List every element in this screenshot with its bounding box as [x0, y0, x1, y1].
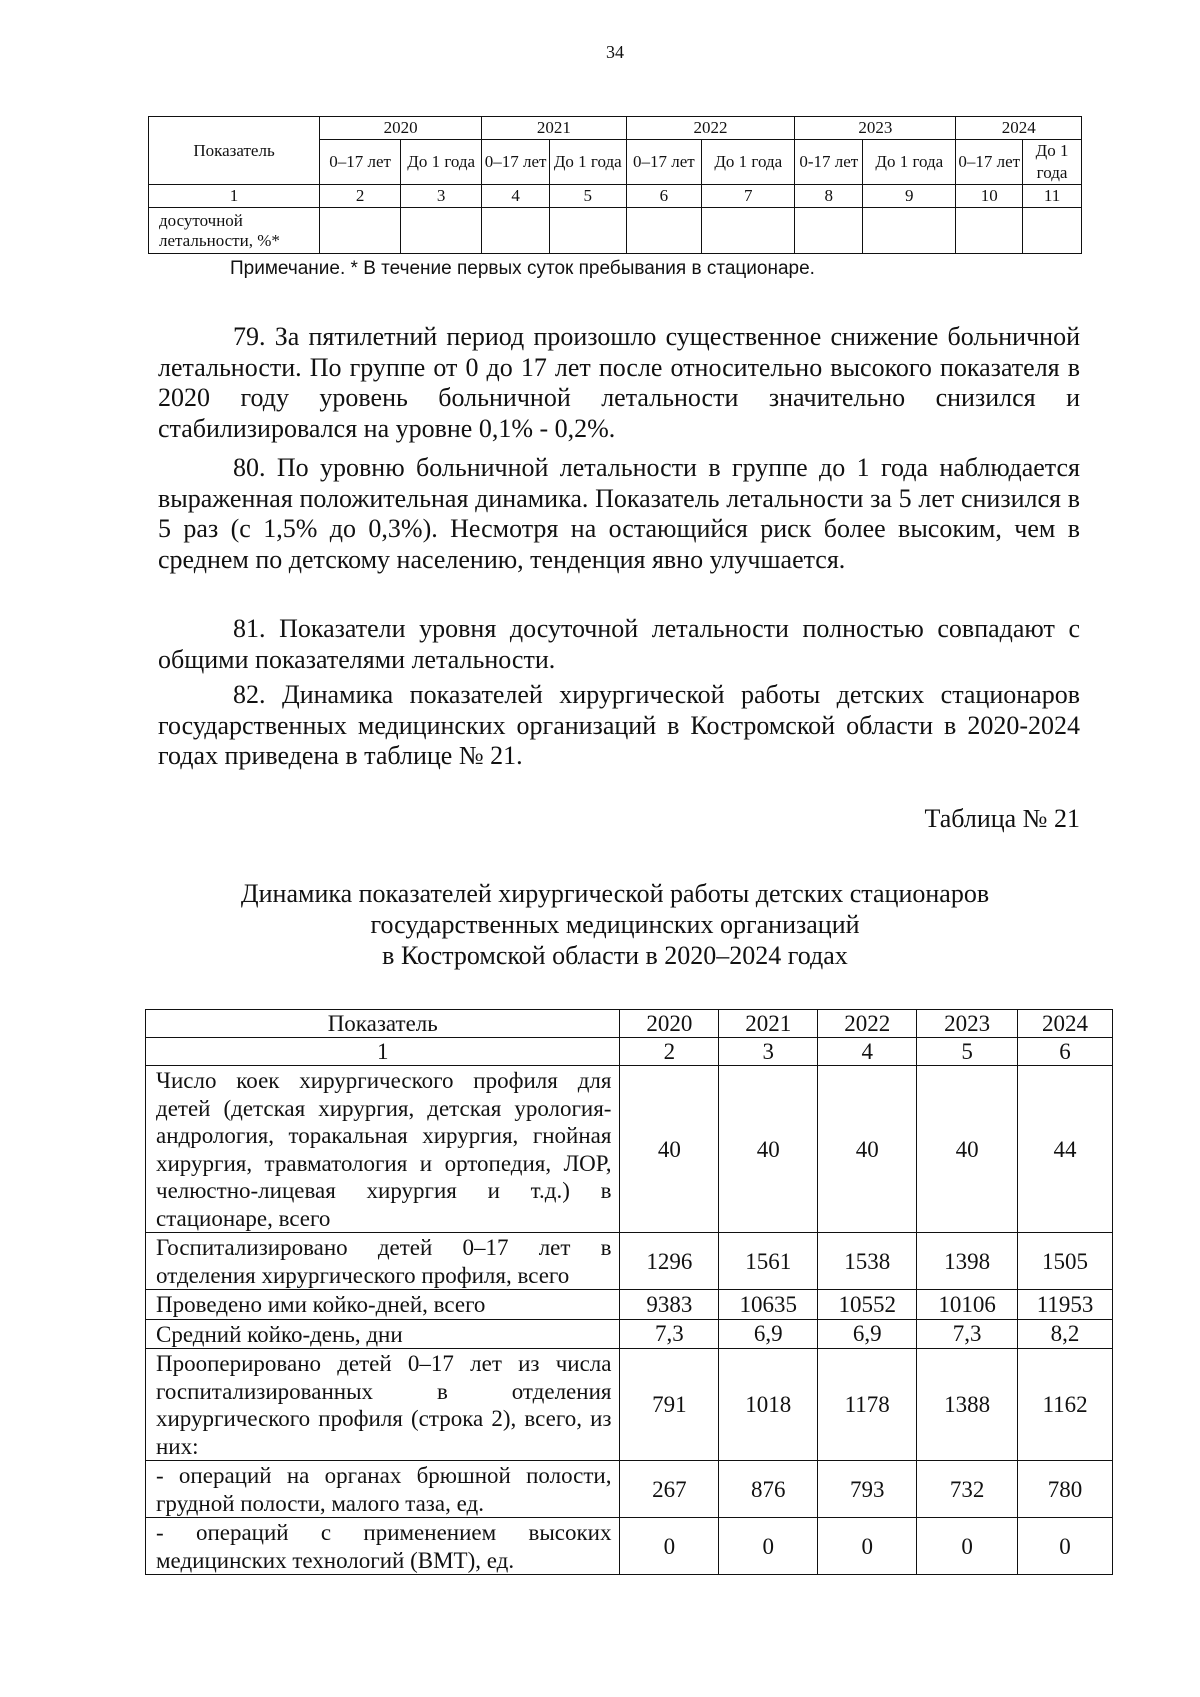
year-header: 2024 — [1018, 1010, 1113, 1038]
table-cell: 1388 — [917, 1349, 1018, 1461]
row-label: Средний койко-день, дни — [146, 1319, 620, 1349]
table-cell — [626, 208, 702, 254]
age-header: До 1 года — [702, 140, 795, 185]
table-cell — [956, 208, 1023, 254]
age-header: До 1 года — [863, 140, 956, 185]
table-cell — [549, 208, 626, 254]
column-number: 11 — [1023, 185, 1082, 208]
indicator-header: Показатель — [149, 117, 320, 185]
age-header: До 1 года — [1023, 140, 1082, 185]
year-header: 2023 — [917, 1010, 1018, 1038]
column-number: 3 — [719, 1038, 818, 1066]
table-cell: 9383 — [620, 1290, 719, 1320]
table-cell — [795, 208, 863, 254]
row-label: Число коек хирургического профиля для детей (детская хирургия, детская урология-андрология, торакальная хирургия, гнойная хирургия, травматология и ортопедия, ЛОР, челюстно-лицевая хирургия и т.д.) в стационаре, всего — [146, 1066, 620, 1233]
table-cell: 1162 — [1018, 1349, 1113, 1461]
table-cell: 7,3 — [620, 1319, 719, 1349]
row-label: - операций на органах брюшной полости, грудной полости, малого таза, ед. — [146, 1461, 620, 1518]
age-header: До 1 года — [401, 140, 482, 185]
table-row — [146, 1233, 1113, 1290]
age-header: До 1 года — [549, 140, 626, 185]
table-cell — [401, 208, 482, 254]
column-number: 5 — [549, 185, 626, 208]
row-label: - операций с применением высоких медицинских технологий (ВМТ), ед. — [146, 1518, 620, 1575]
table-cell: 780 — [1018, 1461, 1113, 1518]
paragraph: 79. За пятилетний период произошло существенное снижение больничной летальности. По группе от 0 до 17 лет после относительно высокого показателя в 2020 году уровень больничной летальности значительно снизился и стабилизировался на уровне 0,1% - 0,2%. — [158, 322, 1080, 443]
table-cell: 10106 — [917, 1290, 1018, 1320]
table-cell — [1023, 208, 1082, 254]
table-title-line: в Костромской области в 2020–2024 годах — [382, 941, 848, 970]
column-number: 3 — [401, 185, 482, 208]
table-cell: 6,9 — [719, 1319, 818, 1349]
table-cell — [863, 208, 956, 254]
table-cell: 1505 — [1018, 1233, 1113, 1290]
column-number: 10 — [956, 185, 1023, 208]
row-label: Прооперировано детей 0–17 лет из числа госпитализированных в отделения хирургического профиля (строка 2), всего, из них: — [146, 1349, 620, 1461]
year-header: 2021 — [719, 1010, 818, 1038]
table-cell: 7,3 — [917, 1319, 1018, 1349]
column-number: 6 — [1018, 1038, 1113, 1066]
table-title — [0, 878, 1200, 971]
table-cell: 11953 — [1018, 1290, 1113, 1320]
table-cell: 10635 — [719, 1290, 818, 1320]
row-label: Проведено ими койко-дней, всего — [146, 1290, 620, 1320]
year-header: 2020 — [320, 117, 482, 140]
column-number: 1 — [146, 1038, 620, 1066]
column-number: 6 — [626, 185, 702, 208]
age-header: 0-17 лет — [795, 140, 863, 185]
table-cell: 1398 — [917, 1233, 1018, 1290]
indicator-header: Показатель — [146, 1010, 620, 1038]
year-header: 2020 — [620, 1010, 719, 1038]
table-cell: 0 — [818, 1518, 917, 1575]
column-number: 4 — [482, 185, 550, 208]
column-number: 7 — [702, 185, 795, 208]
table-cell: 1018 — [719, 1349, 818, 1461]
mortality-table — [148, 116, 1082, 254]
table-cell: 6,9 — [818, 1319, 917, 1349]
year-header: 2024 — [956, 117, 1082, 140]
table-title-line: государственных медицинских организаций — [370, 910, 860, 939]
row-label: Госпитализировано детей 0–17 лет в отделения хирургического профиля, всего — [146, 1233, 620, 1290]
table-row — [146, 1518, 1113, 1575]
year-header: 2023 — [795, 117, 956, 140]
table-cell: 876 — [719, 1461, 818, 1518]
table-cell: 0 — [719, 1518, 818, 1575]
table-label: Таблица № 21 — [924, 804, 1080, 833]
table-cell: 0 — [917, 1518, 1018, 1575]
year-header: 2022 — [818, 1010, 917, 1038]
column-number: 2 — [620, 1038, 719, 1066]
table-row — [146, 1319, 1113, 1349]
surgical-work-table — [145, 1009, 1113, 1575]
table-cell: 732 — [917, 1461, 1018, 1518]
table-cell: 40 — [818, 1066, 917, 1233]
table-cell: 40 — [620, 1066, 719, 1233]
table-row — [146, 1066, 1113, 1233]
table-cell — [702, 208, 795, 254]
paragraph: 81. Показатели уровня досуточной летальности полностью совпадают с общими показателями летальности. — [158, 614, 1080, 674]
table-cell: 1561 — [719, 1233, 818, 1290]
table-cell: 8,2 — [1018, 1319, 1113, 1349]
row-label: досуточной летальности, %* — [149, 208, 320, 254]
column-number: 4 — [818, 1038, 917, 1066]
table-cell: 791 — [620, 1349, 719, 1461]
column-number: 2 — [320, 185, 401, 208]
table-note: Примечание. * В течение первых суток пребывания в стационаре. — [230, 258, 815, 279]
table-cell: 40 — [917, 1066, 1018, 1233]
table-cell: 10552 — [818, 1290, 917, 1320]
table-cell — [482, 208, 550, 254]
column-number: 1 — [149, 185, 320, 208]
table-cell: 0 — [620, 1518, 719, 1575]
age-header: 0–17 лет — [626, 140, 702, 185]
year-header: 2021 — [482, 117, 626, 140]
table-cell: 0 — [1018, 1518, 1113, 1575]
table-row — [146, 1349, 1113, 1461]
paragraph: 80. По уровню больничной летальности в группе до 1 года наблюдается выраженная положительная динамика. Показатель летальности за 5 лет снизился в 5 раз (с 1,5% до 0,3%). Несмотря на остающийся риск более высоким, чем в среднем по детскому населению, тенденция явно улучшается. — [158, 453, 1080, 574]
age-header: 0–17 лет — [320, 140, 401, 185]
table-cell: 1296 — [620, 1233, 719, 1290]
table-cell: 267 — [620, 1461, 719, 1518]
paragraph: 82. Динамика показателей хирургической работы детских стационаров государственных медицинских организаций в Костромской области в 2020-2024 годах приведена в таблице № 21. — [158, 680, 1080, 770]
page-number: 34 — [606, 42, 624, 62]
table-title-line: Динамика показателей хирургической работы детских стационаров — [240, 879, 990, 908]
age-header: 0–17 лет — [482, 140, 550, 185]
table-cell: 1178 — [818, 1349, 917, 1461]
column-number: 9 — [863, 185, 956, 208]
table-cell: 40 — [719, 1066, 818, 1233]
table-row — [146, 1461, 1113, 1518]
table-row — [146, 1290, 1113, 1320]
table-cell: 793 — [818, 1461, 917, 1518]
age-header: 0–17 лет — [956, 140, 1023, 185]
table-cell — [320, 208, 401, 254]
column-number: 8 — [795, 185, 863, 208]
table-cell: 1538 — [818, 1233, 917, 1290]
year-header: 2022 — [626, 117, 795, 140]
column-number: 5 — [917, 1038, 1018, 1066]
table-cell: 44 — [1018, 1066, 1113, 1233]
